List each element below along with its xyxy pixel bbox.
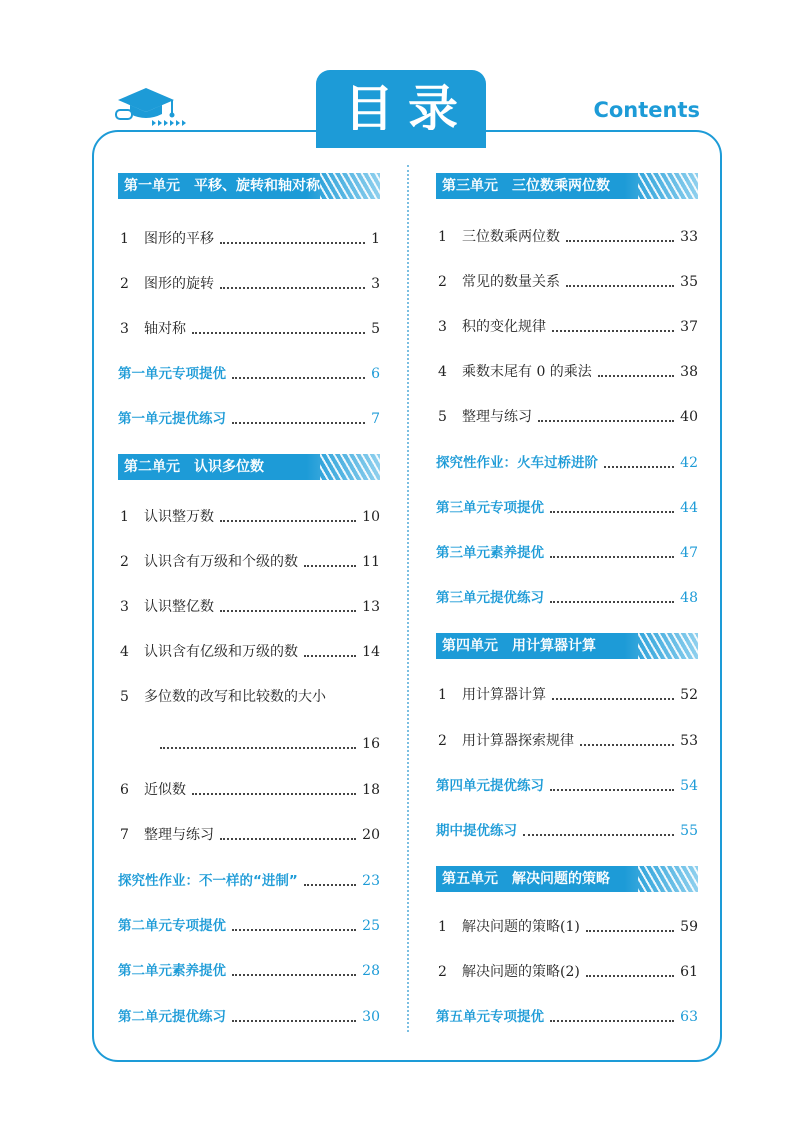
entry-title: 三位数乘两位数 <box>462 229 560 245</box>
entry-page-number: 47 <box>680 545 698 561</box>
entry-number: 2 <box>438 733 447 749</box>
dot-leader <box>232 929 356 931</box>
dot-leader <box>304 884 356 886</box>
entry-number: 2 <box>438 964 447 980</box>
entry-title: 乘数末尾有 0 的乘法 <box>462 364 592 380</box>
toc-special-entry[interactable] <box>436 587 698 609</box>
entry-page-number: 3 <box>371 276 380 292</box>
unit-header-label: 第二单元 认识多位数 <box>124 459 264 475</box>
entry-number: 4 <box>438 364 447 380</box>
toc-entry[interactable] <box>118 686 380 708</box>
entry-page-number: 55 <box>680 823 698 839</box>
entry-title: 积的变化规律 <box>462 319 546 335</box>
toc-entry[interactable] <box>436 226 698 248</box>
entry-page-number: 33 <box>680 229 698 245</box>
entry-page-number: 38 <box>680 364 698 380</box>
dot-leader <box>566 285 674 287</box>
entry-page-number: 30 <box>362 1009 380 1025</box>
entry-title: 图形的平移 <box>144 231 214 247</box>
unit-header <box>436 633 698 659</box>
toc-entry[interactable] <box>118 273 380 295</box>
graduation-cap-icon <box>112 80 192 128</box>
toc-entry[interactable] <box>118 228 380 250</box>
entry-title: 第一单元提优练习 <box>118 411 226 427</box>
unit-header <box>436 866 698 892</box>
dot-leader <box>220 838 356 840</box>
dot-leader <box>586 975 674 977</box>
entry-number: 1 <box>438 687 447 703</box>
entry-number: 4 <box>120 644 129 660</box>
toc-entry[interactable] <box>118 318 380 340</box>
toc-special-entry[interactable] <box>436 542 698 564</box>
dot-leader <box>550 511 674 513</box>
toc-entry[interactable] <box>436 406 698 428</box>
toc-special-entry[interactable] <box>118 915 380 937</box>
unit-header-label: 第五单元 解决问题的策略 <box>442 871 610 887</box>
toc-entry[interactable] <box>118 733 380 755</box>
toc-special-entry[interactable] <box>436 1006 698 1028</box>
entry-title: 整理与练习 <box>144 827 214 843</box>
entry-page-number: 40 <box>680 409 698 425</box>
dot-leader <box>232 1020 356 1022</box>
unit-header <box>118 454 380 480</box>
dot-leader <box>304 565 356 567</box>
entry-title: 期中提优练习 <box>436 823 517 839</box>
entry-number: 7 <box>120 827 129 843</box>
contents-heading: Contents <box>593 98 700 122</box>
header-stripes <box>320 173 380 199</box>
entry-page-number: 42 <box>680 455 698 471</box>
header-stripes <box>638 173 698 199</box>
dot-leader <box>232 974 356 976</box>
unit-header-label: 第一单元 平移、旋转和轴对称 <box>124 178 320 194</box>
entry-page-number: 35 <box>680 274 698 290</box>
dot-leader <box>552 698 674 700</box>
entry-page-number: 14 <box>362 644 380 660</box>
unit-header-label: 第四单元 用计算器计算 <box>442 638 596 654</box>
entry-title: 近似数 <box>144 782 186 798</box>
entry-title: 认识含有亿级和万级的数 <box>144 644 298 660</box>
entry-title: 用计算器探索规律 <box>462 733 574 749</box>
toc-special-entry[interactable] <box>436 775 698 797</box>
entry-number: 1 <box>438 229 447 245</box>
entry-page-number: 28 <box>362 963 380 979</box>
toc-special-entry[interactable] <box>436 497 698 519</box>
entry-title: 图形的旋转 <box>144 276 214 292</box>
entry-page-number: 16 <box>362 736 380 752</box>
toc-special-entry[interactable] <box>118 408 380 430</box>
toc-entry[interactable] <box>436 684 698 706</box>
entry-number: 2 <box>438 274 447 290</box>
toc-entry[interactable] <box>118 506 380 528</box>
entry-title: 第二单元素养提优 <box>118 963 226 979</box>
entry-title: 认识含有万级和个级的数 <box>144 554 298 570</box>
dot-leader <box>550 556 674 558</box>
entry-number: 2 <box>120 554 129 570</box>
entry-title: 探究性作业：不一样的“进制” <box>118 873 298 889</box>
dot-leader <box>220 520 356 522</box>
dot-leader <box>232 377 365 379</box>
entry-page-number: 23 <box>362 873 380 889</box>
dot-leader <box>550 789 674 791</box>
toc-entry[interactable] <box>118 779 380 801</box>
entry-number: 3 <box>120 599 129 615</box>
entry-title: 第一单元专项提优 <box>118 366 226 382</box>
page-title: 目录 <box>344 80 472 138</box>
toc-entry[interactable] <box>118 551 380 573</box>
toc-entry[interactable] <box>118 641 380 663</box>
entry-number: 1 <box>120 509 129 525</box>
entry-title: 第五单元专项提优 <box>436 1009 544 1025</box>
dot-leader <box>552 330 674 332</box>
dot-leader <box>604 466 674 468</box>
toc-special-entry[interactable] <box>118 363 380 385</box>
entry-title: 常见的数量关系 <box>462 274 560 290</box>
toc-entry[interactable] <box>118 596 380 618</box>
entry-title: 第二单元专项提优 <box>118 918 226 934</box>
header-stripes <box>638 633 698 659</box>
entry-number: 1 <box>438 919 447 935</box>
entry-number: 3 <box>120 321 129 337</box>
entry-page-number: 61 <box>680 964 698 980</box>
entry-title: 整理与练习 <box>462 409 532 425</box>
dot-leader <box>192 793 356 795</box>
unit-header-label: 第三单元 三位数乘两位数 <box>442 178 610 194</box>
entry-title: 用计算器计算 <box>462 687 546 703</box>
entry-page-number: 10 <box>362 509 380 525</box>
entry-number: 5 <box>438 409 447 425</box>
entry-page-number: 7 <box>371 411 380 427</box>
dot-leader <box>220 287 365 289</box>
dot-leader <box>598 375 674 377</box>
toc-entry[interactable] <box>436 361 698 383</box>
toc-entry[interactable] <box>436 961 698 983</box>
entry-number: 5 <box>120 689 129 705</box>
dot-leader <box>580 744 674 746</box>
dot-leader <box>232 422 365 424</box>
entry-title: 第三单元提优练习 <box>436 590 544 606</box>
entry-title: 第三单元专项提优 <box>436 500 544 516</box>
entry-title: 第三单元素养提优 <box>436 545 544 561</box>
entry-page-number: 20 <box>362 827 380 843</box>
entry-title: 多位数的改写和比较数的大小 <box>144 689 326 705</box>
toc-special-entry[interactable] <box>118 870 380 892</box>
entry-page-number: 44 <box>680 500 698 516</box>
dot-leader <box>220 242 365 244</box>
entry-title: 第四单元提优练习 <box>436 778 544 794</box>
dot-leader <box>304 655 356 657</box>
entry-number: 1 <box>120 231 129 247</box>
entry-title: 认识整万数 <box>144 509 214 525</box>
header-stripes <box>320 454 380 480</box>
column-divider <box>407 165 409 1032</box>
dot-leader <box>160 747 356 749</box>
entry-page-number: 54 <box>680 778 698 794</box>
entry-page-number: 37 <box>680 319 698 335</box>
dot-leader <box>523 834 674 836</box>
dot-leader <box>220 610 356 612</box>
entry-page-number: 11 <box>362 554 380 570</box>
entry-page-number: 25 <box>362 918 380 934</box>
toc-special-entry[interactable] <box>118 960 380 982</box>
entry-title: 轴对称 <box>144 321 186 337</box>
entry-page-number: 63 <box>680 1009 698 1025</box>
toc-special-entry[interactable] <box>436 452 698 474</box>
entry-page-number: 5 <box>371 321 380 337</box>
toc-entry[interactable] <box>436 271 698 293</box>
dot-leader <box>538 420 674 422</box>
toc-entry[interactable] <box>436 730 698 752</box>
entry-page-number: 53 <box>680 733 698 749</box>
entry-title: 解决问题的策略(1) <box>462 919 580 935</box>
entry-page-number: 18 <box>362 782 380 798</box>
entry-title: 第二单元提优练习 <box>118 1009 226 1025</box>
toc-entry[interactable] <box>436 316 698 338</box>
dot-leader <box>550 1020 674 1022</box>
entry-number: 3 <box>438 319 447 335</box>
dot-leader <box>586 930 674 932</box>
entry-title: 解决问题的策略(2) <box>462 964 580 980</box>
entry-page-number: 6 <box>371 366 380 382</box>
entry-page-number: 48 <box>680 590 698 606</box>
unit-header <box>436 173 698 199</box>
entry-page-number: 13 <box>362 599 380 615</box>
unit-header <box>118 173 380 199</box>
dot-leader <box>566 240 674 242</box>
entry-title: 探究性作业：火车过桥进阶 <box>436 455 598 471</box>
dot-leader <box>550 601 674 603</box>
toc-special-entry[interactable] <box>436 820 698 842</box>
entry-number: 6 <box>120 782 129 798</box>
entry-page-number: 59 <box>680 919 698 935</box>
entry-page-number: 1 <box>371 231 380 247</box>
entry-title: 认识整亿数 <box>144 599 214 615</box>
entry-page-number: 52 <box>680 687 698 703</box>
header-stripes <box>638 866 698 892</box>
dot-leader <box>192 332 365 334</box>
toc-special-entry[interactable] <box>118 1006 380 1028</box>
toc-entry[interactable] <box>118 824 380 846</box>
entry-number: 2 <box>120 276 129 292</box>
toc-entry[interactable] <box>436 916 698 938</box>
